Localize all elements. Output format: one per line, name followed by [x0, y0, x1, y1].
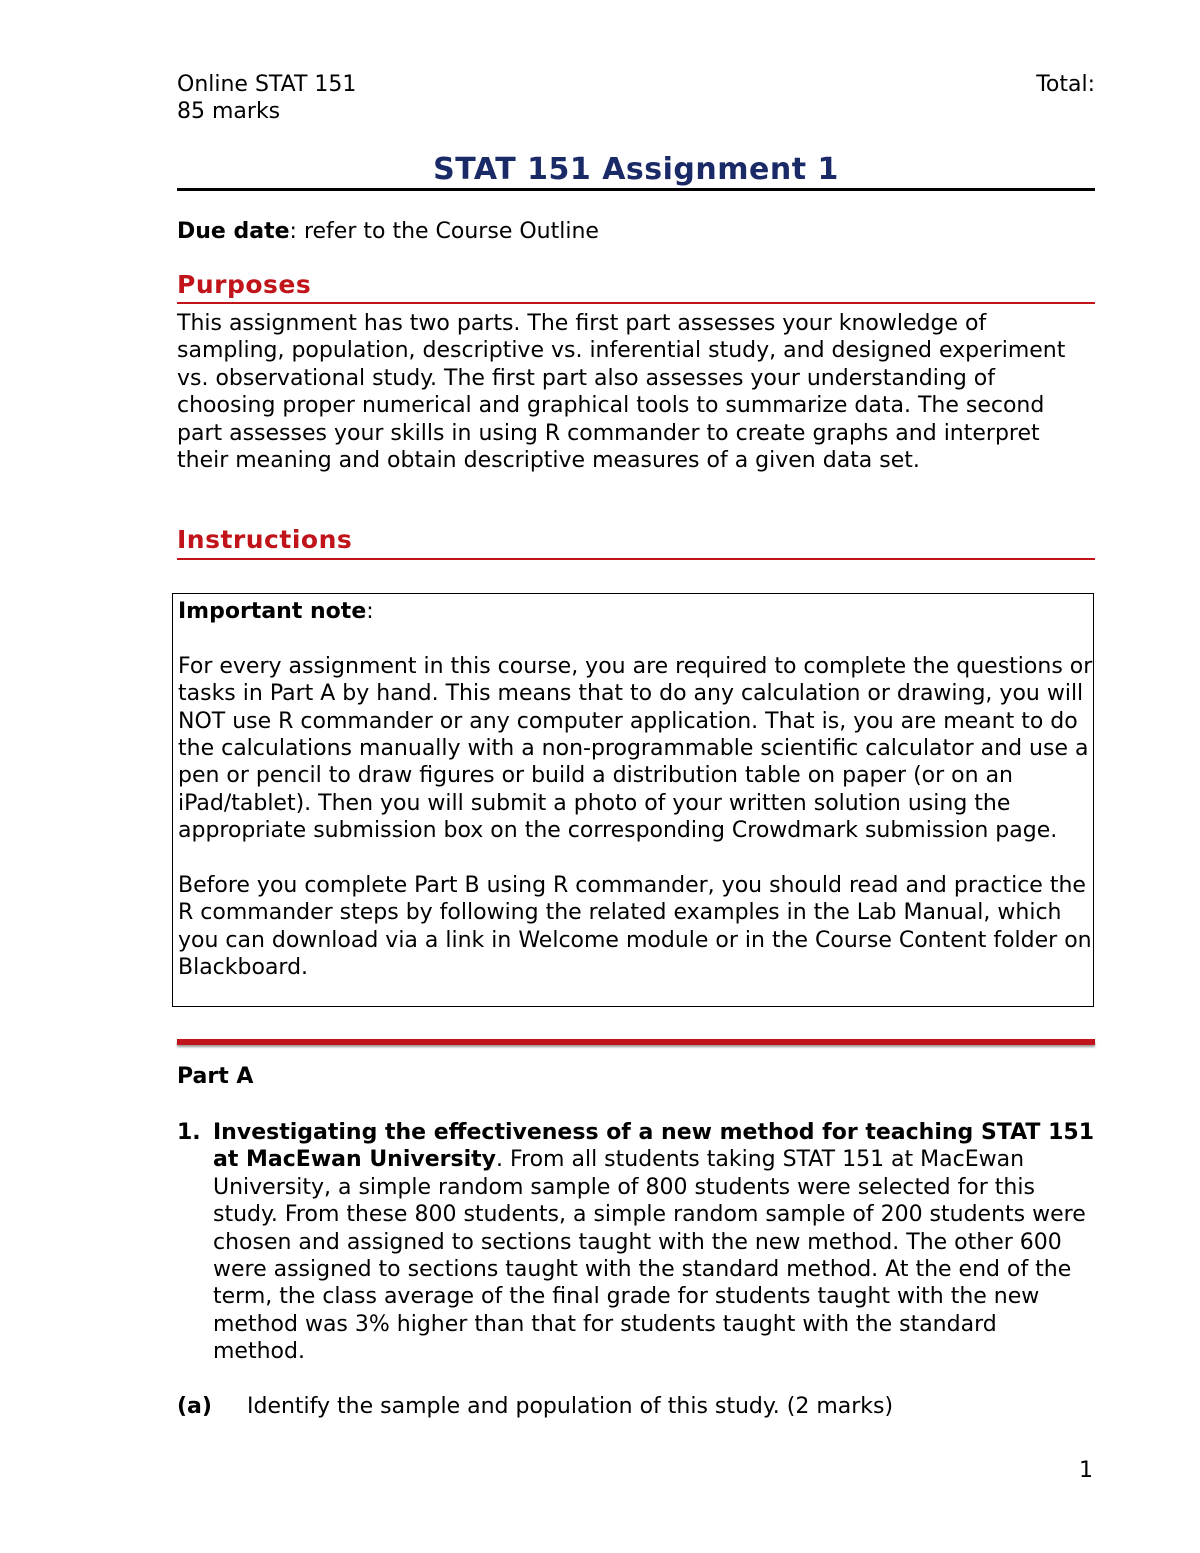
- question-1-title: Investigating the effectiveness of a new method for teaching STAT 151 at MacEwan University: [213, 1120, 1094, 1173]
- due-date-text: : refer to the Course Outline: [289, 219, 599, 244]
- part-a-label: Part A: [177, 1064, 254, 1089]
- note-paragraph-part-a: For every assignment in this course, you are required to complete the questions or tasks in Part A by hand. This means that to do any calculation or drawing, you will NOT use R commander or any computer application. That is, you are meant to do the calculations manually with a non-programmable scientific calculator and use a pen or pencil to draw figures or build a distribution table on paper (or on an iPad/tablet). Then you will submit a photo of your written solution using the appropriate submission box on the corresponding Crowdmark submission page.: [178, 653, 1093, 844]
- important-note-box: [172, 593, 1094, 1007]
- question-1-body: . From all students taking STAT 151 at MacEwan University, a simple random sample of 800 students were selected for this study. From these 800 students, a simple random sample of 200 students were chosen and assigned to sections taught with the new method. The other 600 were assigned to sections taught with the standard method. At the end of the term, the class average of the final grade for students taught with the new method was 3% higher than that for students taught with the standard method.: [213, 1147, 1086, 1365]
- page-number: 1: [1079, 1458, 1093, 1483]
- purposes-heading: Purposes: [177, 270, 312, 299]
- header-course: Online STAT 151: [177, 72, 357, 97]
- question-1a-text: Identify the sample and population of this study. (2 marks): [247, 1394, 894, 1419]
- question-1a-label: (a): [177, 1394, 212, 1419]
- purposes-divider: [177, 302, 1095, 304]
- instructions-divider: [177, 558, 1095, 560]
- purposes-body: This assignment has two parts. The first part assesses your knowledge of sampling, population, descriptive vs. inferential study, and designed experiment vs. observational study. The first part also assesses your understanding of choosing proper numerical and graphical tools to summarize data. The second part assesses your skills in using R commander to create graphs and interpret their meaning and obtain descriptive measures of a given data set.: [177, 311, 1066, 474]
- note-paragraph-part-b: Before you complete Part B using R commander, you should read and practice the R commander steps by following the related examples in the Lab Manual, which you can download via a link in Welcome module or in the Course Content folder on Blackboard.: [178, 873, 1092, 981]
- page-header: [177, 71, 1095, 98]
- page-title: STAT 151 Assignment 1: [433, 152, 839, 187]
- note-heading: [178, 598, 1093, 625]
- instructions-heading: Instructions: [177, 525, 353, 554]
- note-label: Important note: [178, 599, 367, 624]
- due-date-label: Due date: [177, 219, 290, 244]
- title-divider: [177, 188, 1095, 191]
- question-1-number: 1.: [177, 1120, 201, 1145]
- note-colon: :: [366, 599, 374, 624]
- part-divider: [177, 1039, 1095, 1045]
- header-total-label: Total:: [1036, 72, 1095, 97]
- due-date-line: [177, 218, 599, 246]
- header-marks: 85 marks: [177, 99, 281, 124]
- question-1: [213, 1119, 1095, 1366]
